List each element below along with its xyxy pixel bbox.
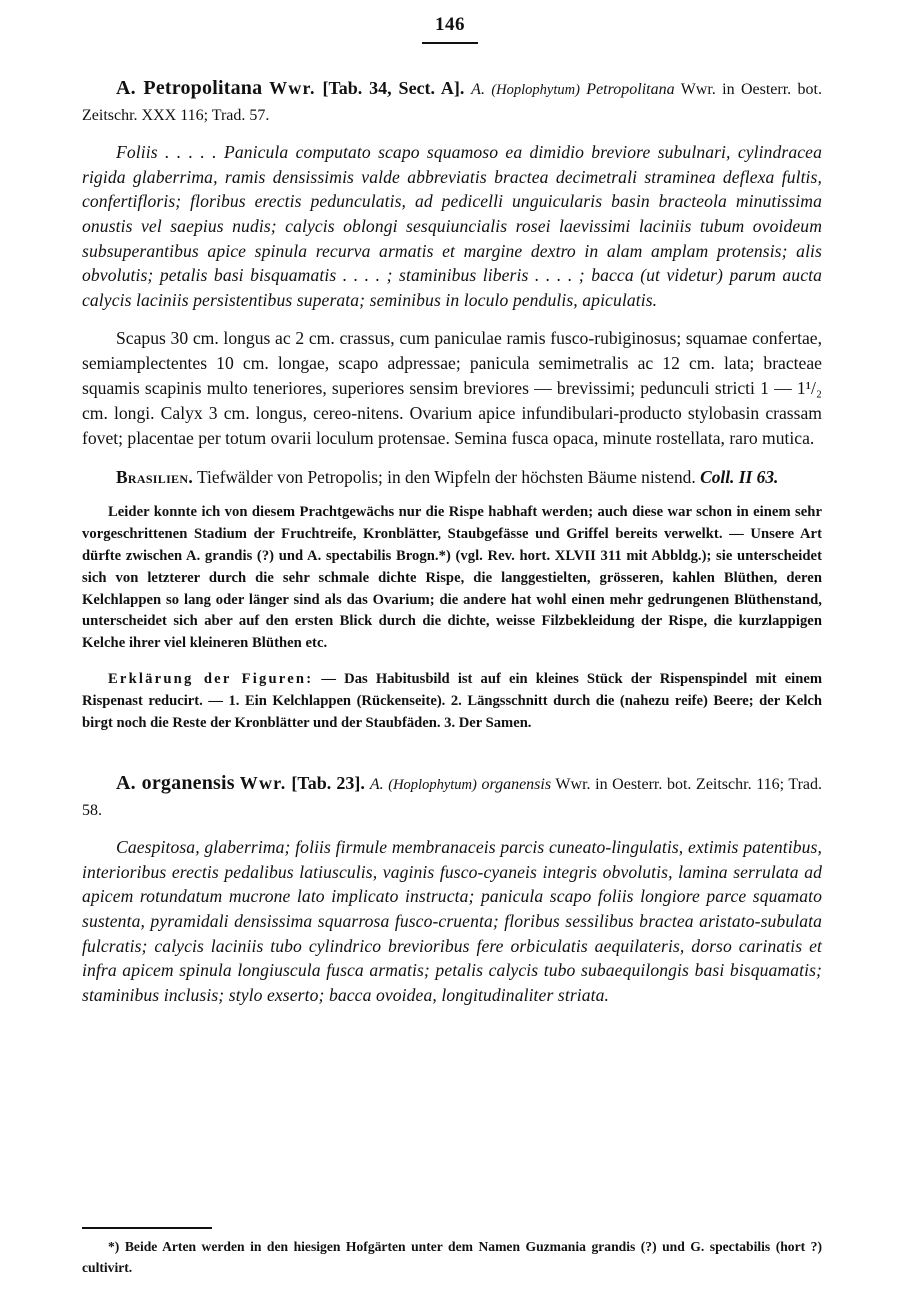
figure-explanation-text: — Das Habitusbild ist auf ein kleines Stück der Rispenspindel mit einem Rispenast reducirt. — 1. Ein Kelchlappen (Rückenseite). 2. Längsschnitt durch die (nahezu reife) Beere; der Kelch birgt noch die Reste der Kronblätter und der Staubfäden. 3. Der Samen. bbox=[82, 671, 822, 732]
collection-number: Coll. II 63. bbox=[700, 467, 779, 488]
document-page bbox=[0, 14, 900, 1296]
plate-reference-close: ]. bbox=[453, 78, 465, 98]
figure-explanation-petropolitana bbox=[82, 669, 822, 735]
figure-explanation-label: Erklärung der Figuren: bbox=[108, 671, 314, 688]
note-petropolitana bbox=[82, 502, 822, 655]
plate-reference-open: [Tab. 34, Sect. bbox=[322, 78, 441, 98]
footnote-rule bbox=[82, 1227, 212, 1229]
locality-text: Tiefwälder von Petropolis; in den Wipfeln der höchsten Bäume nistend. bbox=[197, 467, 696, 488]
species-heading-organensis bbox=[82, 769, 822, 823]
plate-reference-section: A bbox=[440, 78, 454, 98]
page-number: 146 bbox=[435, 14, 465, 35]
footnote-block bbox=[82, 1205, 822, 1278]
synonymy-citation: Wwr. in Oesterr. bot. Zeitschr. XXX 116; Trad. 57. bbox=[82, 81, 823, 125]
footnote-marker: *) bbox=[108, 1239, 120, 1255]
species-name: A. Petropolitana bbox=[116, 77, 263, 99]
synonymy-epithet: organensis bbox=[481, 775, 552, 793]
synonymy-genus: A. bbox=[471, 81, 485, 98]
footnote bbox=[82, 1237, 822, 1278]
header-rule bbox=[422, 42, 478, 44]
synonymy-epithet: Petropolitana bbox=[586, 81, 675, 98]
plate-reference: [Tab. 23]. bbox=[291, 772, 365, 793]
synonymy-citation: Wwr. in Oesterr. bot. Zeitschr. 116; Trad. 58. bbox=[82, 775, 822, 820]
diagnosis-organensis: Caespitosa, glaberrima; foliis firmule membranaceis parcis cuneato-lingulatis, extimis patentibus, interioribus erectis pedalibus latiusculis, vaginis fusco-cyaneis integris obvolutis, lamina serrulata ad apicem rotundatum mucrone lato implicato instructa; panicula scapo foliis longiore parce squamato sustenta, pyramidali densissima squarrosa fusco-cruenta; floribus sessilibus bractea aristato-subulata fulcratis; calycis laciniis tubo cylindrico brevioribus fere orbiculatis aequilateris, dorso carinatis et infra apicem spinula longiuscula fusca armatis; petalis calycis tubo subaequilongis basi bisquamatis; staminibus inclusis; stylo exserto; bacca ovoidea, longitudinaliter striata. bbox=[82, 837, 822, 1005]
footnote-text: Beide Arten werden in den hiesigen Hofgärten unter dem Namen Guzmania grandis (?) und G. spectabilis (hort ?) cultivirt. bbox=[82, 1239, 822, 1275]
diagnosis-petropolitana: Foliis . . . . . Panicula computato scapo squamoso ea dimidio breviore subulnari, cylindracea rigida glaberrima, ramis densissimis valde abbreviatis bractea decimetrali straminea deflexa fultis, confertifloris; floribus erectis pedunculatis, ad pedicelli unguicularis basin bracteola minutissima onustis vel saepius nudis; calycis oblongi sesquiuncialis rosei laevissimi laciniis tubum ovoideum subsuperantibus apice spinula recurva armatis et margine dextro in alam amplam protensis; alis obvolutis; petalis basi bisquamatis . . . . ; staminibus liberis . . . . ; bacca (ut videtur) parum aucta calycis laciniis persistentibus superata; seminibus in loculo pendulis, apiculatis. bbox=[82, 142, 822, 310]
country-label: Brasilien. bbox=[116, 467, 193, 488]
synonymy-subgenus: (Hoplophytum) bbox=[491, 82, 580, 98]
synonymy-subgenus: (Hoplophytum) bbox=[388, 776, 477, 793]
locality-petropolitana bbox=[82, 465, 822, 490]
synonymy-genus: A. bbox=[369, 775, 384, 793]
species-heading-petropolitana bbox=[82, 74, 822, 128]
note-text: Leider konnte ich von diesem Prachtgewächs nur die Rispe habhaft werden; auch diese war schon in einem sehr vorgeschrittenen Stadium der Fruchtreife, Kronblätter, Staubgefässe und Griffel bereits verwelkt. — Unsere Art dürfte zwischen A. grandis (?) und A. spectabilis Brogn.*) (vgl. Rev. hort. XLVII 311 mit Abbldg.); sie unterscheidet sich von letzterer durch die sehr schmale dichte Rispe, die langgestielten, grösseren, kahlen Blüthen, deren Kelchlappen so lang oder länger sind als das Ovarium; die andere hat wohl einen mehr gedrungenen Blüthenstand, unterscheidet sich aber auf den ersten Blick durch die dichte, weisse Filzbekleidung der Rispe, die kurzlappigen Kelche ihrer viel kleineren Blüthen etc. bbox=[82, 504, 822, 652]
page-content bbox=[0, 74, 900, 1007]
species-author: Wwr. bbox=[269, 78, 316, 98]
species-author: Wwr. bbox=[239, 772, 287, 793]
description-petropolitana: Scapus 30 cm. longus ac 2 cm. crassus, cum paniculae ramis fusco-rubiginosus; squamae confertae, semiamplectentes 10 cm. longae, scapo adpressae; panicula semimetralis ac 12 cm. lata; bracteae squamis scapinis multo teneriores, superiores sensim breviores — brevissimi; pedunculi stricti 1 — 1¹/₂ cm. longi. Calyx 3 cm. longus, cereo-nitens. Ovarium apice infundibulari-producto stylobasin crassam fovet; placentae per totum ovarii loculum protensae. Semina fusca opaca, minute rostellata, raro mutica. bbox=[82, 328, 822, 449]
species-name: A. organensis bbox=[116, 771, 235, 794]
